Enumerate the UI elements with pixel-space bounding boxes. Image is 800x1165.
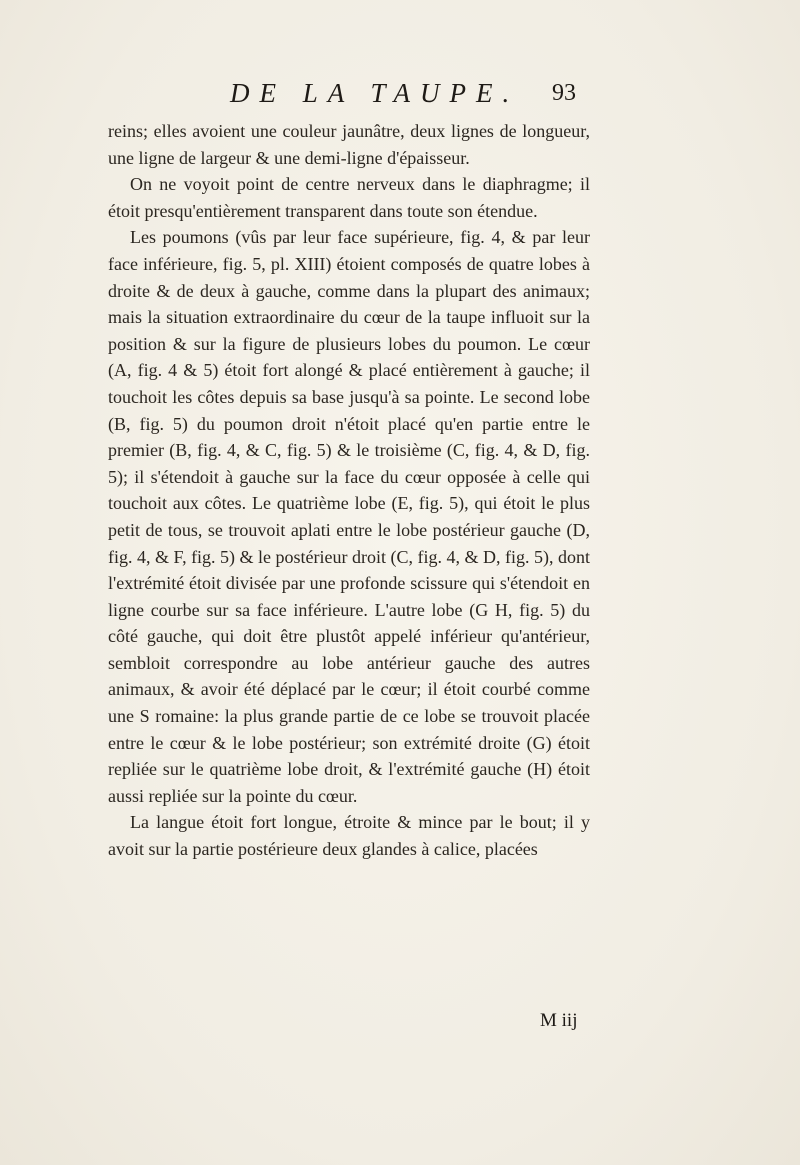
paragraph: La langue étoit fort longue, étroite & mince par le bout; il y avoit sur la partie postérieure deux glandes à calice, placées: [108, 812, 590, 860]
page-number: 93: [552, 80, 576, 106]
paragraph: Les poumons (vûs par leur face supérieure, fig. 4, & par leur face inférieure, fig. 5, pl. XIII) étoient composés de quatre lobes à droite & de deux à gauche, comme dans la plupart des animaux; mais la situation extraordinaire du cœur de la taupe influoit sur la position & sur la figure de plusieurs lobes du poumon. Le cœur (A, fig. 4 & 5) étoit fort alongé & placé entièrement à gauche; il touchoit les côtes depuis sa base jusqu'à sa pointe. Le second lobe (B, fig. 5) du poumon droit n'étoit placé qu'en partie entre le premier (B, fig. 4, & C, fig. 5) & le troisième (C, fig. 4, & D, fig. 5); il s'étendoit à gauche sur la face du cœur opposée à celle qui touchoit aux côtes. Le quatrième lobe (E, fig. 5), qui étoit le plus petit de tous, se trouvoit aplati entre le lobe postérieur gauche (D, fig. 4, & F, fig. 5) & le postérieur droit (C, fig. 4, & D, fig. 5), dont l'extrémité étoit divisée par une profonde scissure qui s'étendoit en ligne courbe sur sa face inférieure. L'autre lobe (G H, fig. 5) du côté gauche, qui doit être plustôt appelé inférieur qu'antérieur, sembloit correspondre au lobe antérieur gauche des autres animaux, & avoir été déplacé par le cœur; il étoit courbé comme une S romaine: la plus grande partie de ce lobe se trouvoit placée entre le cœur & le lobe postérieur; son extrémité droite (G) étoit repliée sur le quatrième lobe droit, & l'extrémité gauche (H) étoit aussi repliée sur la pointe du cœur.: [108, 227, 591, 806]
body-text: [108, 118, 590, 863]
paragraph: reins; elles avoient une couleur jaunâtre, deux lignes de longueur, une ligne de largeur & une demi-ligne d'épaisseur.: [108, 121, 590, 168]
running-head: DE LA TAUPE.: [230, 78, 520, 108]
signature-mark: M iij: [540, 1010, 578, 1031]
paragraph: On ne voyoit point de centre nerveux dans le diaphragme; il étoit presqu'entièrement transparent dans toute son étendue.: [108, 174, 590, 221]
